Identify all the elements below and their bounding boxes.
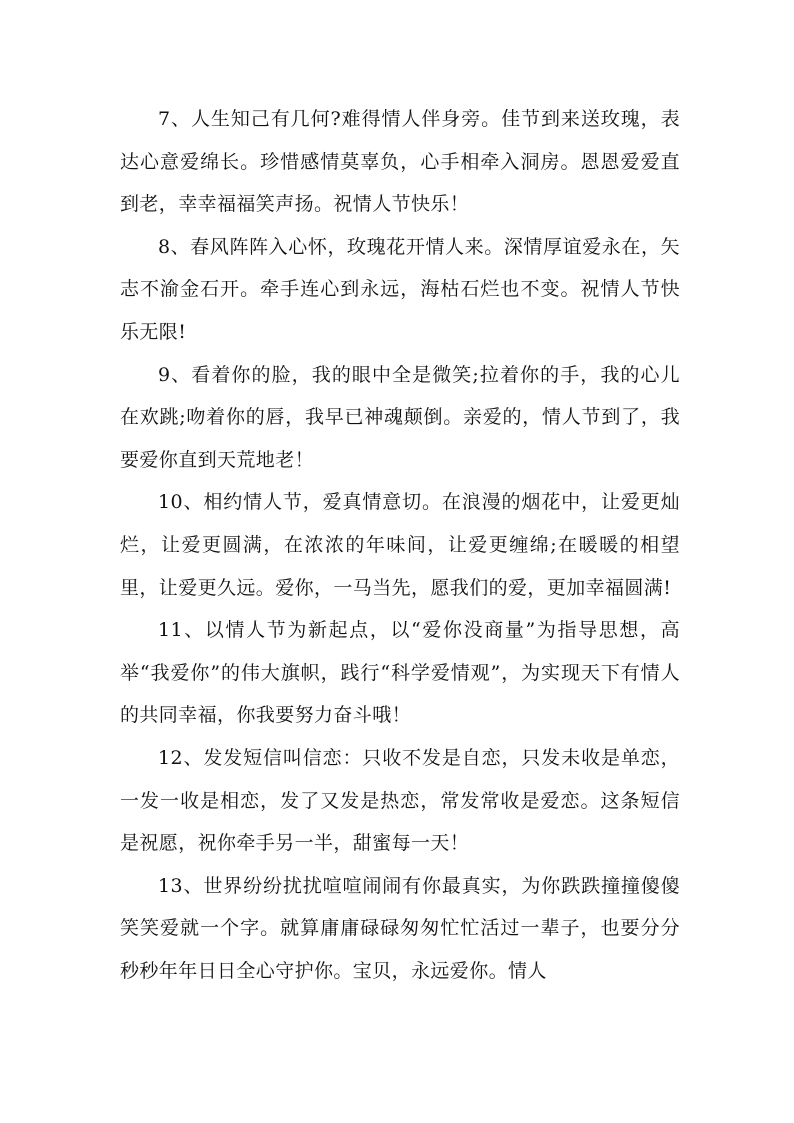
paragraph-7: 7、人生知己有几何?难得情人伴身旁。佳节到来送玫瑰，表达心意爱绵长。珍惜感情莫辜负，心手相牵入洞房。恩恩爱爱直到老，幸幸福福笑声扬。祝情人节快乐！ — [120, 108, 680, 216]
paragraph-8: 8、春风阵阵入心怀，玫瑰花开情人来。深情厚谊爱永在，矢志不渝金石开。牵手连心到永远，海枯石烂也不变。祝情人节快乐无限! — [120, 235, 680, 343]
body-text — [120, 98, 680, 992]
paragraph-12: 12、发发短信叫信恋：只收不发是自恋，只发未收是单恋，一发一收是相恋，发了又发是热恋，常发常收是爱恋。这条短信是祝愿，祝你牵手另一半，甜蜜每一天！ — [120, 746, 680, 855]
paragraph-9: 9、看着你的脸，我的眼中全是微笑;拉着你的手，我的心儿在欢跳;吻着你的唇，我早已神魂颠倒。亲爱的，情人节到了，我要爱你直到天荒地老！ — [120, 363, 680, 471]
paragraph-13: 13、世界纷纷扰扰喧喧闹闹有你最真实，为你跌跌撞撞傻傻笑笑爱就一个字。就算庸庸碌碌匆匆忙忙活过一辈子，也要分分秒秒年年日日全心守护你。宝贝，永远爱你。情人 — [120, 874, 680, 982]
paragraph-11: 11、以情人节为新起点，以“爱你没商量”为指导思想，高举“我爱你”的伟大旗帜，践行“科学爱情观”，为实现天下有情人的共同幸福，你我要努力奋斗哦！ — [120, 619, 680, 727]
paragraph-10: 10、相约情人节，爱真情意切。在浪漫的烟花中，让爱更灿烂，让爱更圆满，在浓浓的年味间，让爱更缠绵;在暖暖的相望里，让爱更久远。爱你，一马当先，愿我们的爱，更加幸福圆满! — [120, 491, 680, 599]
